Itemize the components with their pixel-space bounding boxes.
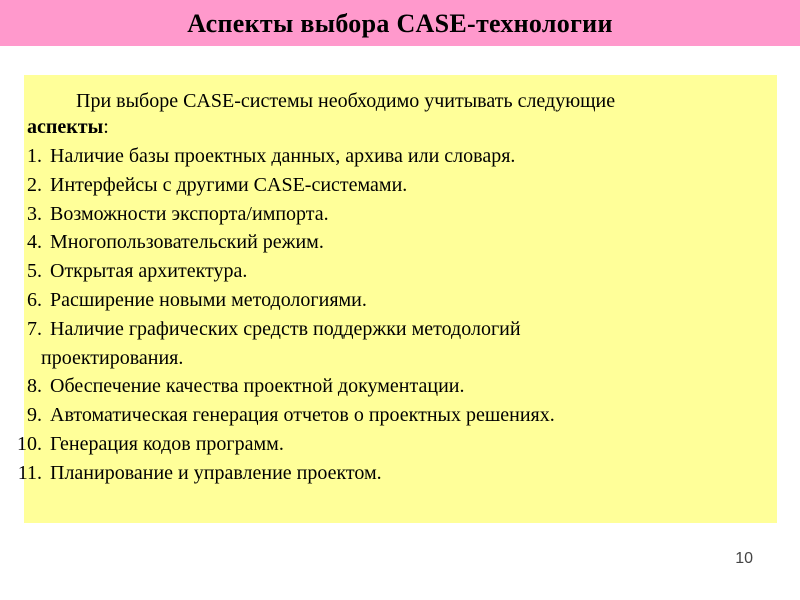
list-item — [0, 315, 800, 344]
list-item — [0, 257, 800, 286]
list-item-number: 9. — [27, 404, 42, 427]
list-item-text: Многопользовательский режим. — [50, 231, 324, 254]
list-item-text: Планирование и управление проектом. — [50, 461, 382, 484]
list-item-text: Наличие базы проектных данных, архива или словаря. — [50, 145, 516, 167]
list-item — [0, 142, 800, 171]
list-item — [0, 200, 800, 229]
list-item-continuation — [0, 344, 800, 373]
list-item-number: 8. — [27, 375, 42, 398]
list-item-number: 4. — [27, 231, 42, 254]
list-item — [0, 459, 800, 488]
list-item-number: 11. — [17, 461, 42, 484]
list-item-number: 5. — [27, 260, 42, 283]
aspects-list — [0, 142, 800, 488]
list-item-text: проектирования. — [41, 346, 184, 369]
list-item-text: Автоматическая генерация отчетов о проектных решениях. — [50, 404, 555, 427]
intro-colon: : — [103, 116, 109, 138]
list-item-text: Обеспечение качества проектной документации. — [50, 375, 465, 398]
list-item — [0, 228, 800, 257]
list-item — [0, 401, 800, 430]
intro-keyword: аспекты — [27, 116, 104, 138]
list-item-text: Расширение новыми методологиями. — [50, 288, 367, 311]
list-item-text: Наличие графических средств поддержки методологий — [50, 317, 521, 340]
list-item — [0, 372, 800, 401]
list-item-text: Возможности экспорта/импорта. — [50, 202, 329, 225]
slide-title: Аспекты выбора CASE-технологии — [187, 9, 613, 38]
list-item-number: 2. — [27, 173, 42, 196]
list-item — [0, 286, 800, 315]
list-item — [0, 430, 800, 459]
list-item-number: 7. — [27, 317, 42, 340]
list-item-text: Генерация кодов программ. — [50, 432, 284, 455]
page-number: 10 — [735, 550, 753, 567]
list-item-text: Интерфейсы с другими CASE-системами. — [50, 173, 408, 196]
list-item-number: 3. — [27, 202, 42, 225]
intro-text: При выборе CASE-системы необходимо учитывать следующие — [76, 90, 616, 112]
list-item-number: 1. — [27, 145, 42, 167]
intro-text-continuation — [27, 113, 109, 141]
list-item-number: 10. — [17, 432, 42, 455]
list-item — [0, 171, 800, 200]
list-item-number: 6. — [27, 288, 42, 311]
list-item-text: Открытая архитектура. — [50, 260, 248, 283]
